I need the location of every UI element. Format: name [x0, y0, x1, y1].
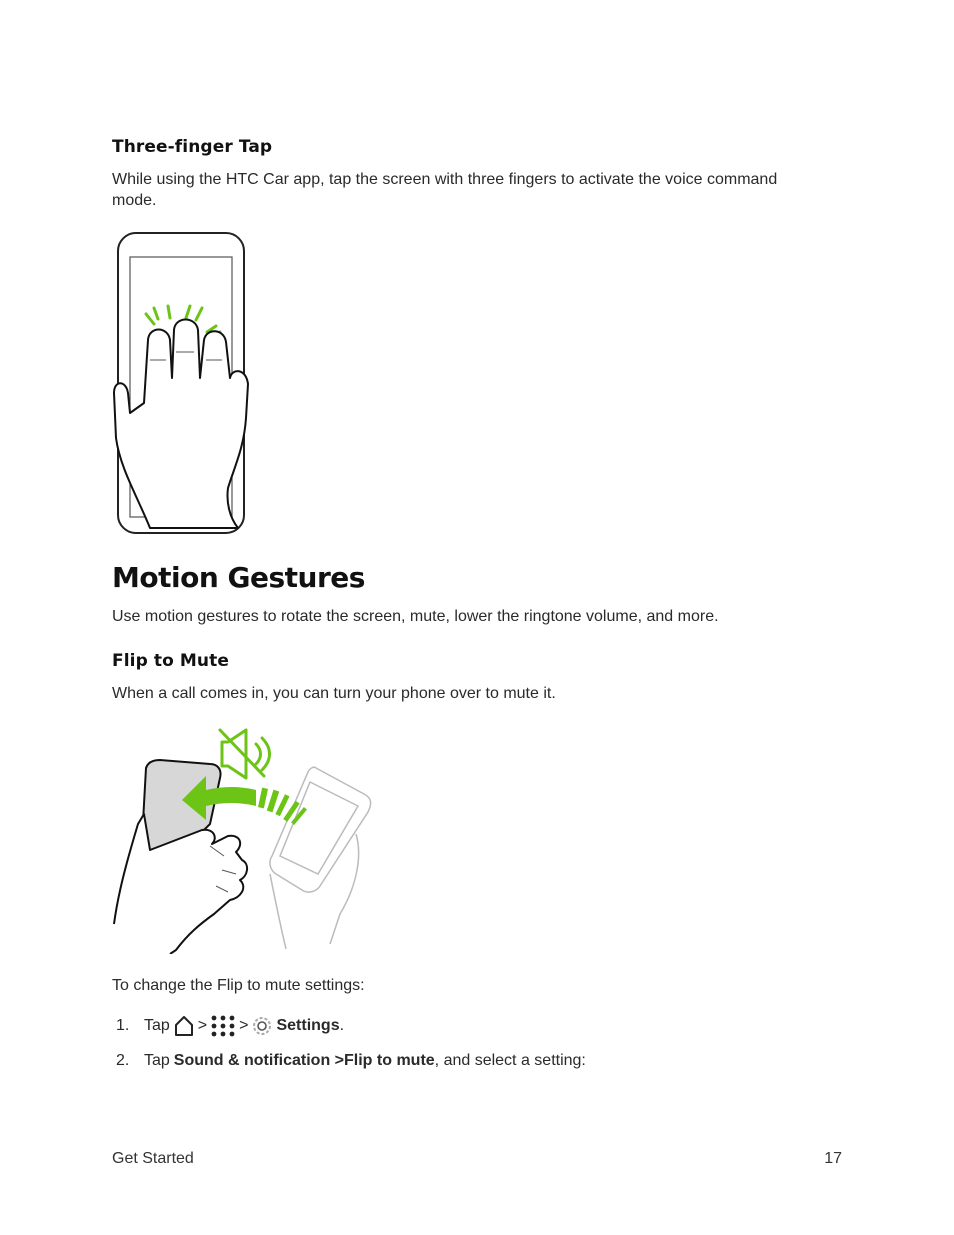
step-2-tap-text: Tap	[144, 1052, 170, 1069]
flip-to-mute-description: When a call comes in, you can turn your phone over to mute it.	[112, 685, 556, 702]
motion-gestures-heading: Motion Gestures	[112, 561, 365, 594]
three-finger-tap-illustration	[108, 228, 258, 538]
step-2	[116, 1050, 586, 1072]
flip-to-mute-heading: Flip to Mute	[112, 651, 229, 671]
motion-gestures-intro: Use motion gestures to rotate the screen, mute, lower the ringtone volume, and more.	[112, 608, 719, 625]
step-1-separator-2: >	[239, 1017, 249, 1034]
apps-grid-icon	[210, 1014, 236, 1038]
step-1-tap-text: Tap	[144, 1017, 170, 1034]
footer-page-number: 17	[824, 1150, 842, 1167]
mute-speaker-icon	[220, 730, 270, 778]
flip-to-mute-illustration	[110, 724, 375, 954]
settings-gear-icon	[251, 1015, 273, 1037]
step-2-path-label: Sound & notification >Flip to mute	[173, 1052, 435, 1069]
flip-to-mute-change-intro: To change the Flip to mute settings:	[112, 977, 365, 994]
step-1-separator-1: >	[197, 1017, 208, 1034]
step-1-settings-label: Settings	[276, 1017, 340, 1034]
footer-section-name: Get Started	[112, 1150, 194, 1167]
hand-icon	[114, 320, 248, 529]
three-finger-tap-heading: Three-finger Tap	[112, 137, 273, 157]
step-1	[116, 1012, 344, 1040]
step-2-rest: , and select a setting:	[434, 1052, 586, 1069]
step-1-number: 1.	[116, 1017, 130, 1034]
three-finger-tap-description: While using the HTC Car app, tap the screen with three fingers to activate the voice command mode.	[112, 171, 778, 209]
step-2-number: 2.	[116, 1052, 130, 1069]
home-icon	[173, 1015, 195, 1037]
step-1-end: .	[339, 1017, 345, 1034]
